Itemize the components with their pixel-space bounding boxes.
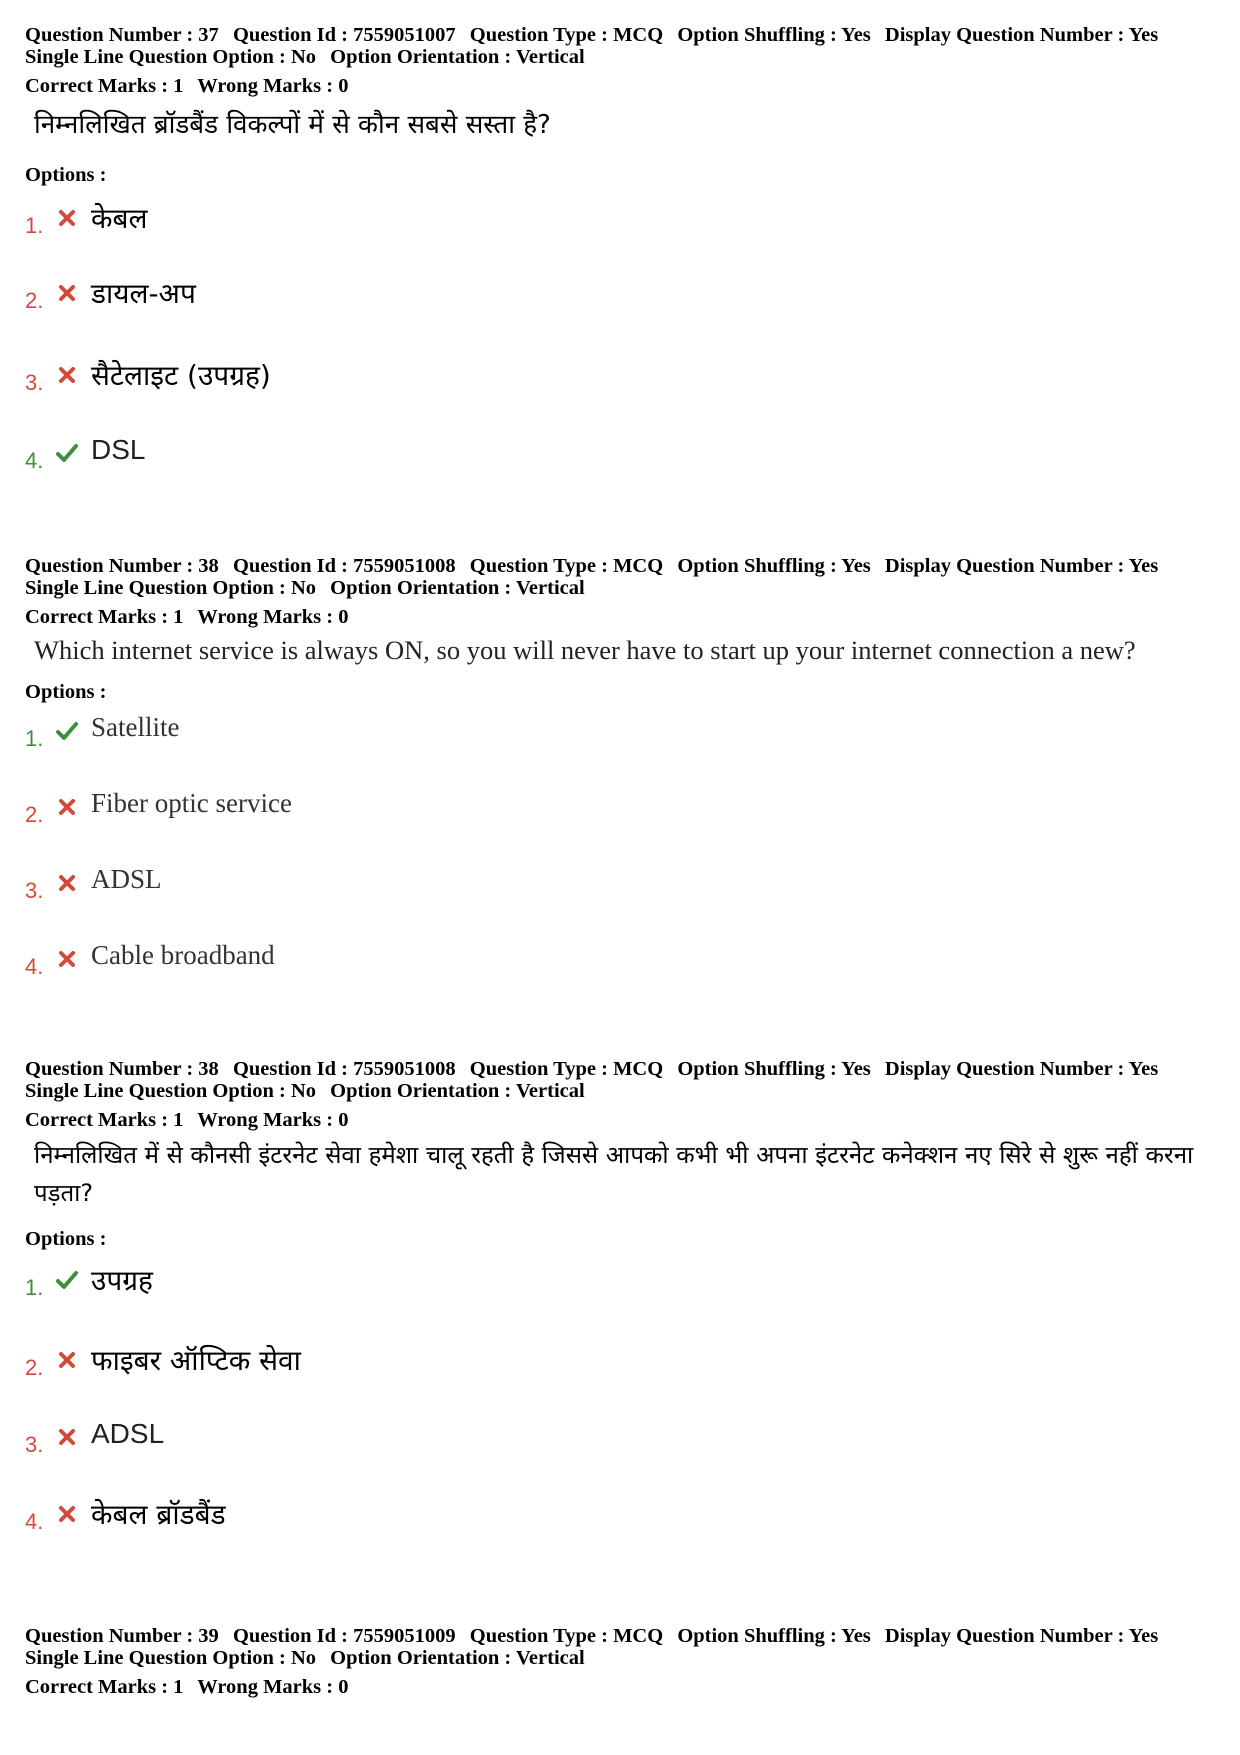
question-meta-line1: Question Number : 38 Question Id : 7559051008 Question Type : MCQ Option Shuffling : Yes Display Question Number : Yes xyxy=(25,1058,1159,1080)
option-item xyxy=(25,1495,925,1535)
cross-icon xyxy=(55,1425,79,1449)
question-block xyxy=(25,1058,1215,1534)
cross-icon xyxy=(55,795,79,819)
option-text: Satellite xyxy=(91,712,180,742)
cross-icon xyxy=(55,281,79,305)
question-block xyxy=(25,24,1215,473)
cross-icon xyxy=(55,871,79,895)
question-block xyxy=(25,1625,1215,1698)
option-item xyxy=(25,940,925,980)
cross-icon xyxy=(55,1348,79,1372)
option-item xyxy=(25,788,925,828)
question-marks: Correct Marks : 1 Wrong Marks : 0 xyxy=(25,606,349,628)
option-item xyxy=(25,712,925,752)
question-meta-line2: Single Line Question Option : No Option Orientation : Vertical xyxy=(25,46,585,68)
option-number: 4. xyxy=(25,448,44,473)
question-block xyxy=(25,555,1215,979)
option-item xyxy=(25,1261,925,1301)
option-item xyxy=(25,1418,925,1458)
option-item xyxy=(25,199,925,239)
question-meta-line1: Question Number : 38 Question Id : 7559051008 Question Type : MCQ Option Shuffling : Yes Display Question Number : Yes xyxy=(25,555,1159,577)
option-text: फाइबर ऑप्टिक सेवा xyxy=(91,1344,301,1377)
question-text: निम्नलिखित ब्रॉडबैंड विकल्पों में से कौन सबसे सस्ता है? xyxy=(34,110,551,140)
option-number: 3. xyxy=(25,1432,44,1457)
cross-icon xyxy=(55,363,79,387)
option-text: डायल-अप xyxy=(91,277,196,310)
question-meta-line2: Single Line Question Option : No Option Orientation : Vertical xyxy=(25,1647,585,1669)
option-item xyxy=(25,274,925,314)
question-meta-line1: Question Number : 39 Question Id : 7559051009 Question Type : MCQ Option Shuffling : Yes Display Question Number : Yes xyxy=(25,1625,1159,1647)
option-text: Fiber optic service xyxy=(91,788,292,818)
cross-icon xyxy=(55,947,79,971)
option-item xyxy=(25,356,925,396)
option-text: Cable broadband xyxy=(91,940,275,970)
question-meta-line2: Single Line Question Option : No Option Orientation : Vertical xyxy=(25,577,585,599)
question-marks: Correct Marks : 1 Wrong Marks : 0 xyxy=(25,1676,349,1698)
option-item xyxy=(25,434,925,474)
options-label: Options : xyxy=(25,681,107,703)
option-number: 1. xyxy=(25,726,44,751)
option-number: 3. xyxy=(25,878,44,903)
option-text: उपग्रह xyxy=(91,1264,153,1297)
check-icon xyxy=(55,441,79,465)
option-text: सैटेलाइट (उपग्रह) xyxy=(91,359,271,392)
question-marks: Correct Marks : 1 Wrong Marks : 0 xyxy=(25,1109,349,1131)
question-marks: Correct Marks : 1 Wrong Marks : 0 xyxy=(25,75,349,97)
options-label: Options : xyxy=(25,164,107,186)
option-text: ADSL xyxy=(91,864,162,894)
question-meta-line2: Single Line Question Option : No Option Orientation : Vertical xyxy=(25,1080,585,1102)
option-number: 2. xyxy=(25,1355,44,1380)
question-text: निम्नलिखित में से कौनसी इंटरनेट सेवा हमेशा चालू रहती है जिससे आपको कभी भी अपना इंटरनेट कनेक्शन नए सिरे से शुरू नहीं करना पड़ता? xyxy=(34,1141,1194,1207)
cross-icon xyxy=(55,1502,79,1526)
option-number: 4. xyxy=(25,954,44,979)
option-number: 4. xyxy=(25,1509,44,1534)
cross-icon xyxy=(55,206,79,230)
option-number: 1. xyxy=(25,1275,44,1300)
option-text: केबल xyxy=(91,202,148,235)
option-item xyxy=(25,864,925,904)
check-icon xyxy=(55,719,79,743)
option-text: ADSL xyxy=(91,1418,165,1449)
options-label: Options : xyxy=(25,1228,107,1250)
option-text: DSL xyxy=(91,434,146,465)
option-item xyxy=(25,1341,925,1381)
option-text: केबल ब्रॉडबैंड xyxy=(91,1498,226,1531)
option-number: 1. xyxy=(25,213,44,238)
check-icon xyxy=(55,1268,79,1292)
option-number: 2. xyxy=(25,288,44,313)
option-number: 2. xyxy=(25,802,44,827)
question-meta-line1: Question Number : 37 Question Id : 7559051007 Question Type : MCQ Option Shuffling : Yes Display Question Number : Yes xyxy=(25,24,1159,46)
option-number: 3. xyxy=(25,370,44,395)
question-text: Which internet service is always ON, so you will never have to start up your internet connection a new? xyxy=(34,635,1136,665)
